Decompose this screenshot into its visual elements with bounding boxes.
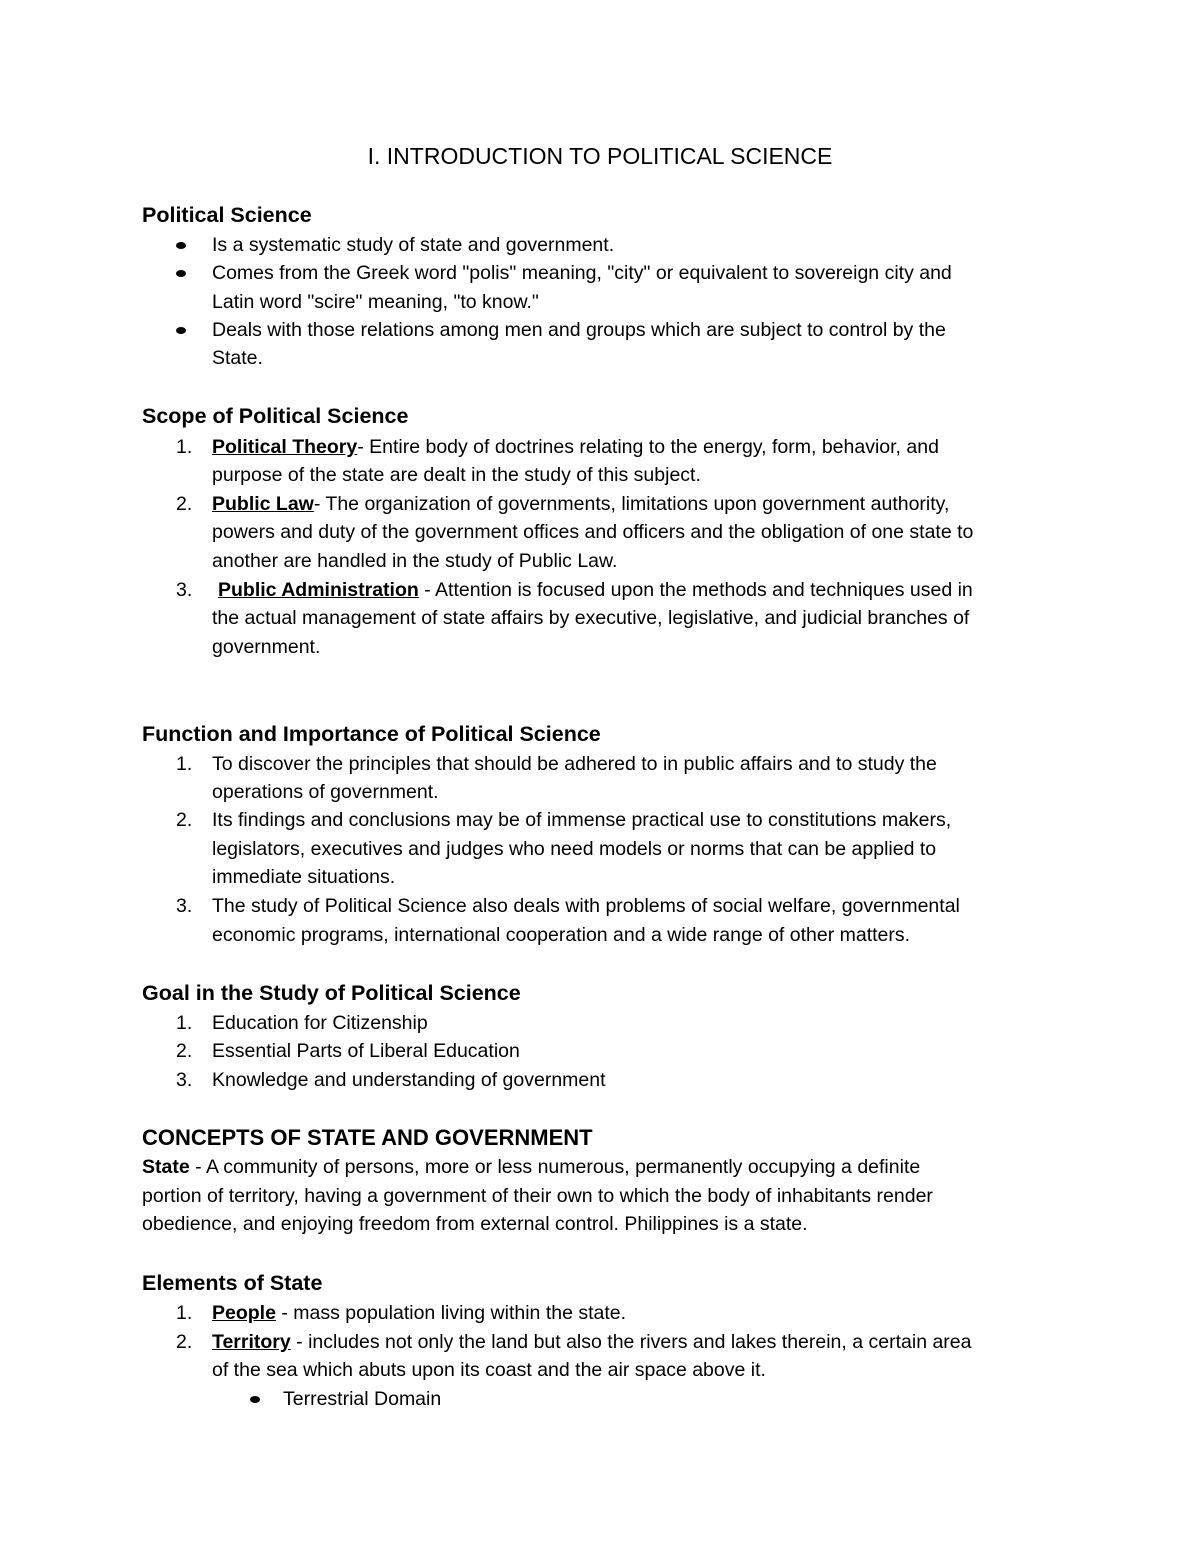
- list-item: Essential Parts of Liberal Education: [212, 1040, 520, 1062]
- list-item: Its findings and conclusions may be of immense practical use to constitutions makers,: [212, 809, 952, 831]
- term-definition: - mass population living within the state.: [275, 1302, 627, 1324]
- list-item-continuation: operations of government.: [212, 781, 439, 803]
- bullet-icon: [250, 1396, 260, 1403]
- list-item: [212, 490, 949, 518]
- section-heading-elements: Elements of State: [142, 1271, 323, 1295]
- list-item-continuation: government.: [212, 636, 321, 658]
- term-people: People: [212, 1302, 276, 1324]
- section-heading-political-science: Political Science: [142, 203, 312, 227]
- list-item: [212, 433, 939, 461]
- list-number: 2.: [176, 493, 193, 515]
- list-item-continuation: State.: [212, 347, 263, 369]
- list-item-continuation: immediate situations.: [212, 866, 396, 888]
- list-item-continuation: the actual management of state affairs by executive, legislative, and judicial branches of: [212, 607, 970, 629]
- list-item: Deals with those relations among men and groups which are subject to control by the: [212, 319, 946, 341]
- list-item: Is a systematic study of state and government.: [212, 234, 615, 256]
- term-definition: - The organization of governments, limitations upon government authority,: [313, 493, 950, 515]
- list-item-continuation: Latin word "scire" meaning, "to know.": [212, 291, 539, 313]
- term-definition: - A community of persons, more or less numerous, permanently occupying a definite: [189, 1156, 921, 1178]
- section-heading-scope: Scope of Political Science: [142, 404, 409, 428]
- definition-paragraph: [142, 1153, 920, 1182]
- list-item-continuation: another are handled in the study of Public Law.: [212, 550, 618, 572]
- list-item-continuation: purpose of the state are dealt in the study of this subject.: [212, 464, 701, 486]
- list-number: 1.: [176, 436, 193, 458]
- term-public-law: Public Law: [212, 493, 314, 515]
- bullet-icon: [176, 327, 186, 334]
- list-number: 2.: [176, 1040, 193, 1062]
- list-item-continuation: powers and duty of the government offices and officers and the obligation of one state to: [212, 521, 974, 543]
- list-item-continuation: legislators, executives and judges who need models or norms that can be applied to: [212, 838, 937, 860]
- list-number: 1.: [176, 1012, 193, 1034]
- list-item: Knowledge and understanding of government: [212, 1069, 606, 1091]
- list-number: 2.: [176, 1331, 193, 1353]
- term-territory: Territory: [212, 1331, 291, 1353]
- term-definition: - Entire body of doctrines relating to the energy, form, behavior, and: [357, 436, 939, 458]
- term-political-theory: Political Theory: [212, 436, 358, 458]
- list-item: [212, 1299, 626, 1327]
- list-item-continuation: economic programs, international cooperation and a wide range of other matters.: [212, 924, 911, 946]
- list-number: 1.: [176, 753, 193, 775]
- term-state: State: [142, 1156, 190, 1178]
- section-heading-function: Function and Importance of Political Science: [142, 722, 601, 746]
- list-item: To discover the principles that should be adhered to in public affairs and to study the: [212, 753, 937, 775]
- document-title: I. INTRODUCTION TO POLITICAL SCIENCE: [367, 143, 833, 169]
- list-item: The study of Political Science also deals with problems of social welfare, governmental: [212, 895, 960, 917]
- paragraph-line: obedience, and enjoying freedom from external control. Philippines is a state.: [142, 1213, 808, 1235]
- term-definition: - Attention is focused upon the methods and techniques used in: [418, 579, 973, 601]
- list-number: 3.: [176, 895, 193, 917]
- list-number: 2.: [176, 809, 193, 831]
- list-number: 1.: [176, 1302, 193, 1324]
- section-heading-concepts: CONCEPTS OF STATE AND GOVERNMENT: [142, 1125, 593, 1150]
- bullet-icon: [176, 242, 186, 249]
- term-public-administration: Public Administration: [218, 579, 419, 601]
- list-number: 3.: [176, 1069, 193, 1091]
- sub-list-item: Terrestrial Domain: [283, 1388, 442, 1410]
- paragraph-line: portion of territory, having a government of their own to which the body of inhabitants render: [142, 1185, 933, 1207]
- section-heading-goal: Goal in the Study of Political Science: [142, 981, 521, 1005]
- list-item: Comes from the Greek word "polis" meaning, "city" or equivalent to sovereign city and: [212, 262, 952, 284]
- term-definition: - includes not only the land but also the rivers and lakes therein, a certain area: [290, 1331, 972, 1353]
- list-item: [218, 576, 973, 604]
- list-item-continuation: of the sea which abuts upon its coast and the air space above it.: [212, 1359, 766, 1381]
- list-number: 3.: [176, 579, 193, 601]
- list-item: Education for Citizenship: [212, 1012, 428, 1034]
- list-item: [212, 1328, 971, 1356]
- bullet-icon: [176, 270, 186, 277]
